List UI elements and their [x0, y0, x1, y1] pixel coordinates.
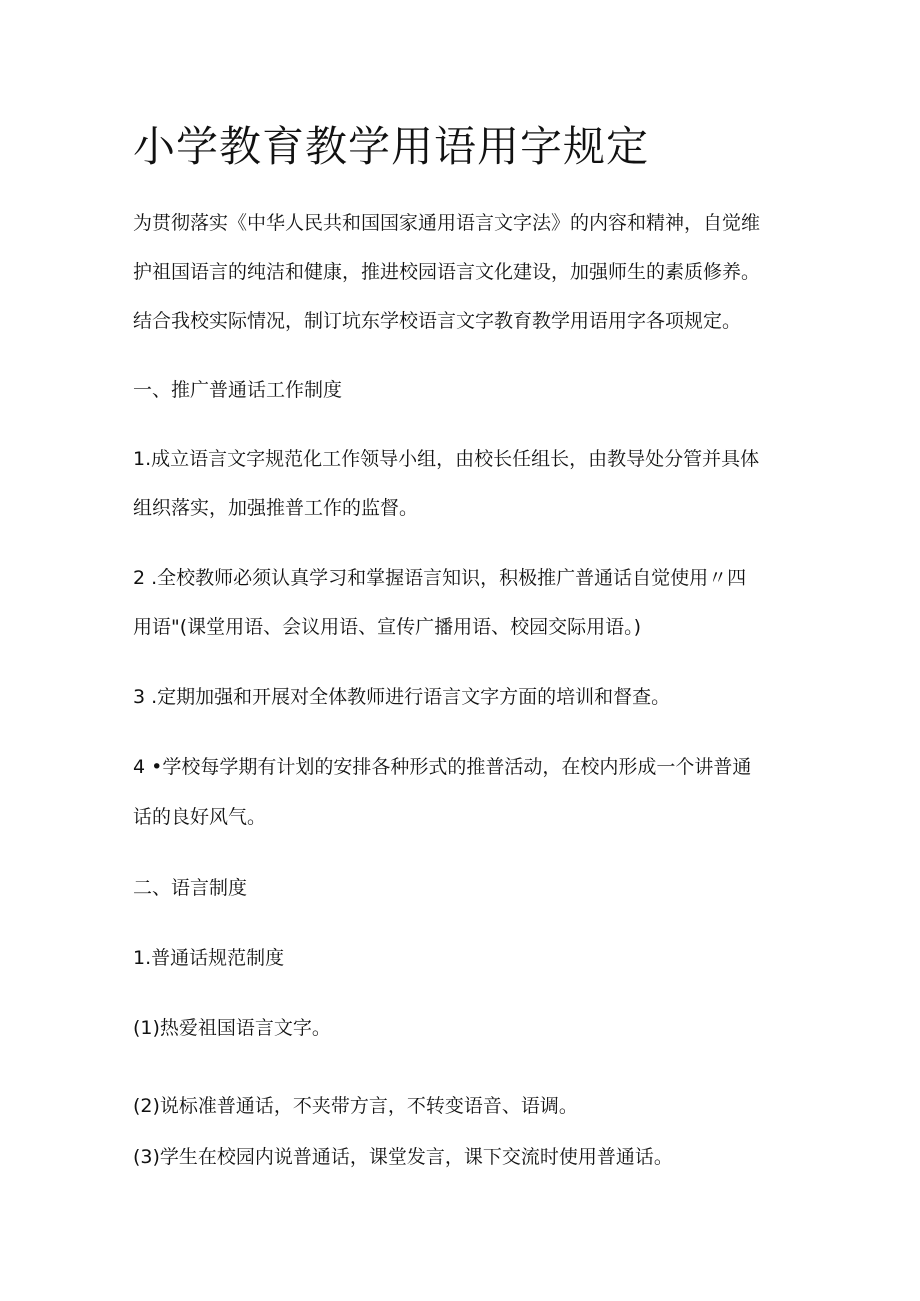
- item-1-line-1: 1.成立语言文字规范化工作领导小组，由校长任组长，由教导处分管并具体: [133, 448, 760, 470]
- rule-1: (1)热爱祖国语言文字。: [133, 1017, 331, 1039]
- item-1-line-2: 组织落实，加强推普工作的监督。: [133, 497, 419, 519]
- intro-line-3: 结合我校实际情况，制订坑东学校语言文字教育教学用语用字各项规定。: [133, 310, 742, 332]
- rule-3: (3)学生在校园内说普通话，课堂发言，课下交流时使用普通话。: [133, 1146, 673, 1168]
- item-4-line-1: 4 •学校每学期有计划的安排各种形式的推普活动，在校内形成一个讲普通: [133, 756, 752, 778]
- item-3-line-1: 3 .定期加强和开展对全体教师进行语言文字方面的培训和督查。: [133, 686, 671, 708]
- intro-line-1: 为贯彻落实《中华人民共和国国家通用语言文字法》的内容和精神，自觉维: [133, 212, 761, 234]
- section-heading-2: 二、语言制度: [133, 877, 248, 899]
- item-2-line-1: 2 .全校教师必须认真学习和掌握语言知识，积极推广普通话自觉使用〃四: [133, 567, 747, 589]
- document-title: 小学教育教学用语用字规定: [133, 122, 650, 171]
- item-4-line-2: 话的良好风气。: [133, 806, 267, 828]
- intro-line-2: 护祖国语言的纯洁和健康，推进校园语言文化建设，加强师生的素质修养。: [133, 261, 761, 283]
- section-heading-1: 一、推广普通话工作制度: [133, 379, 343, 401]
- item-2-line-2: 用语"(课堂用语、会议用语、宣传广播用语、校园交际用语。): [133, 616, 642, 638]
- rule-2: (2)说标准普通话，不夹带方言，不转变语音、语调。: [133, 1095, 578, 1117]
- subsection-heading-1: 1.普通话规范制度: [133, 947, 285, 969]
